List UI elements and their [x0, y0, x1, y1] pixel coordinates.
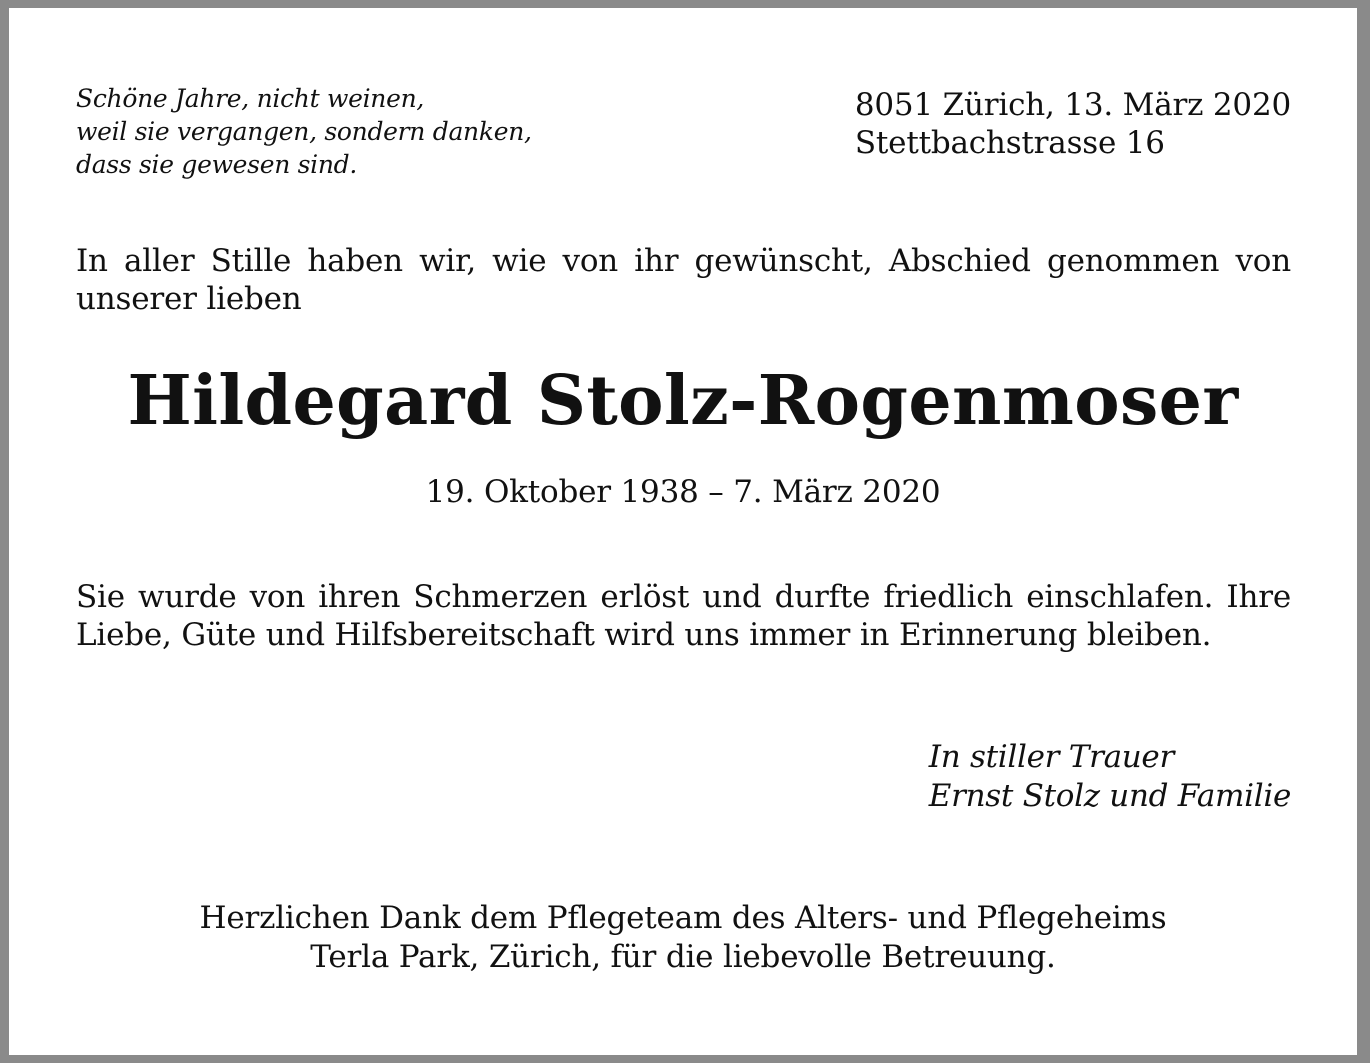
quote-line: Schöne Jahre, nicht weinen,: [76, 84, 425, 113]
deceased-name: Hildegard Stolz-Rogenmoser: [127, 361, 1239, 441]
thanks-note: [9, 899, 1357, 977]
signature-line: In stiller Trauer: [928, 739, 1174, 775]
thanks-line: Terla Park, Zürich, für die liebevolle Betreuung.: [310, 939, 1056, 975]
quote-line: weil sie vergangen, sondern danken,: [76, 117, 532, 146]
obituary-notice: [9, 8, 1357, 1055]
memorial-quote: [76, 82, 532, 181]
street-address: Stettbachstrasse 16: [854, 125, 1165, 161]
life-dates: 19. Oktober 1938 – 7. März 2020: [425, 474, 941, 510]
signature-block: [929, 738, 1291, 816]
signature-family: Ernst Stolz und Familie: [928, 778, 1291, 814]
city-date: 8051 Zürich, 13. März 2020: [854, 87, 1291, 123]
body-paragraph: Sie wurde von ihren Schmerzen erlöst und durfte friedlich einschlafen. Ihre Liebe, Güte und Hilfsbereitschaft wird uns immer in Erinnerung bleiben.: [76, 579, 1291, 653]
place-and-date: [855, 86, 1291, 162]
quote-line: dass sie gewesen sind.: [76, 150, 358, 179]
intro-paragraph: In aller Stille haben wir, wie von ihr gewünscht, Abschied genommen von unserer lieben: [76, 243, 1291, 317]
thanks-line: Herzlichen Dank dem Pflegeteam des Alters- und Pflegeheims: [199, 900, 1167, 936]
